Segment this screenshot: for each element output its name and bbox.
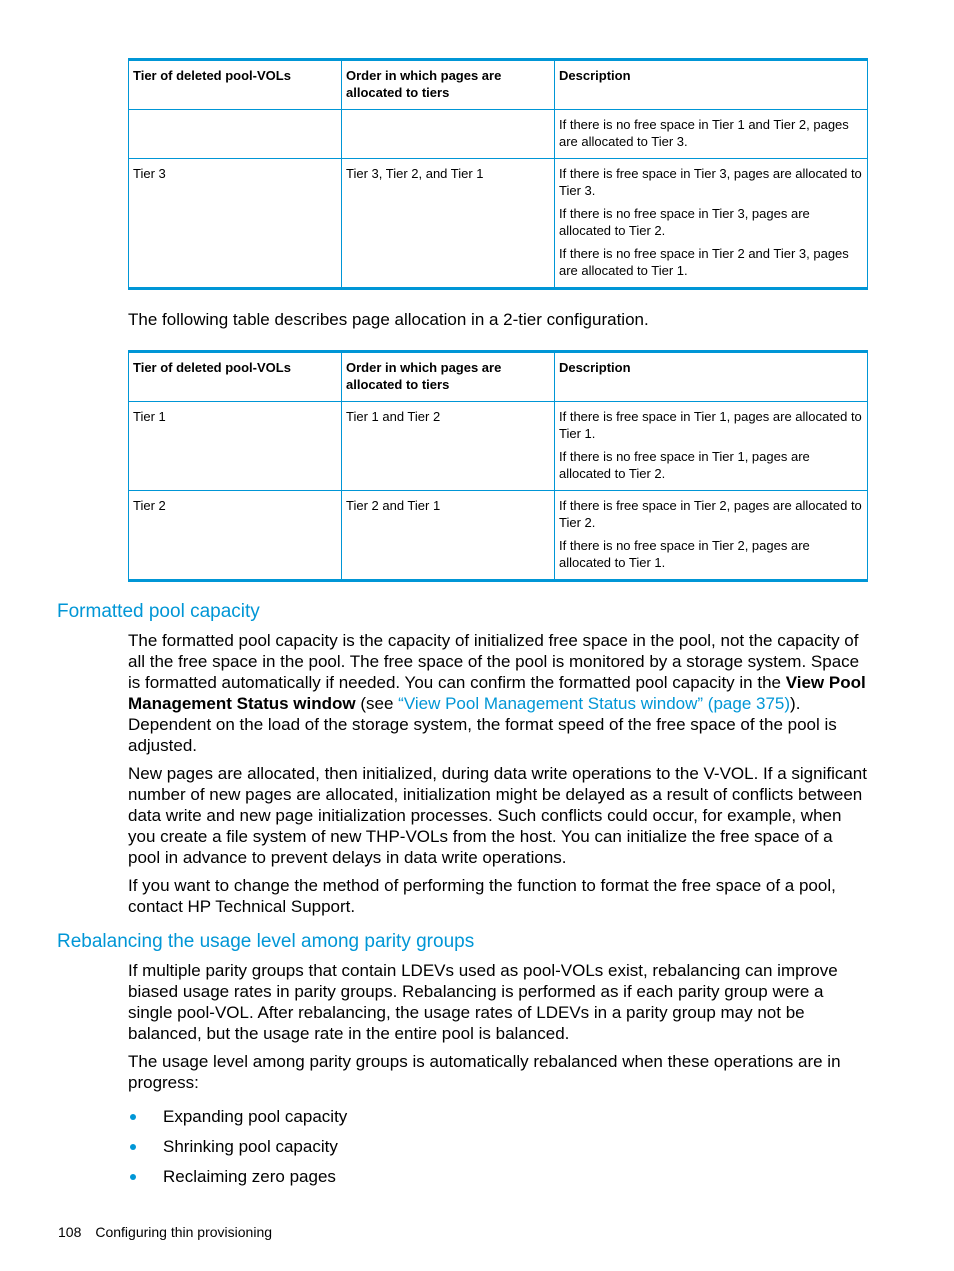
column-header-tier: Tier of deleted pool-VOLs <box>129 60 342 110</box>
table-row <box>129 110 868 159</box>
page-footer <box>58 1223 272 1241</box>
description-line: If there is free space in Tier 3, pages are allocated to Tier 3. <box>559 166 862 198</box>
cell-order: Tier 2 and Tier 1 <box>342 491 555 581</box>
cell-tier <box>129 110 342 159</box>
bullet-icon <box>130 1174 136 1180</box>
cell-description <box>555 159 868 289</box>
cell-description <box>555 402 868 491</box>
table-row <box>129 402 868 491</box>
table-row <box>129 159 868 289</box>
list-item <box>128 1136 868 1166</box>
tier-allocation-table-2tier <box>128 350 868 582</box>
description-line: If there is free space in Tier 2, pages are allocated to Tier 2. <box>559 498 862 530</box>
heading-rebalancing: Rebalancing the usage level among parity groups <box>57 931 475 952</box>
cell-description <box>555 110 868 159</box>
paragraph: If you want to change the method of performing the function to format the free space of a pool, contact HP Technical Support. <box>128 876 836 916</box>
paragraph: The usage level among parity groups is automatically rebalanced when these operations are in progress: <box>128 1052 841 1092</box>
footer-section-title: Configuring thin provisioning <box>95 1224 273 1240</box>
bullet-icon <box>130 1114 136 1120</box>
description-line: If there is no free space in Tier 2, pages are allocated to Tier 1. <box>559 538 810 570</box>
paragraph: New pages are allocated, then initialized, during data write operations to the V-VOL. If a significant number of new pages are allocated, initialization might be delayed as a result of conflicts between data write and new page initialization processes. Such conflicts could occur, for example, when you create a file system of new THP-VOLs from the host. You can initialize the free space of a pool in advance to prevent delays in data write operations. <box>128 764 867 867</box>
text-run: ). Dependent on the load of the storage system, the format speed of the free space of the pool is adjusted. <box>128 694 837 755</box>
cell-tier: Tier 2 <box>129 491 342 581</box>
list-item <box>128 1106 868 1136</box>
column-header-tier: Tier of deleted pool-VOLs <box>129 352 342 402</box>
column-header-order: Order in which pages are allocated to tiers <box>342 60 555 110</box>
tier-allocation-table-3tier <box>128 58 868 290</box>
bullet-icon <box>130 1144 136 1150</box>
column-header-order: Order in which pages are allocated to tiers <box>342 352 555 402</box>
text-run: The formatted pool capacity is the capacity of initialized free space in the pool, not the capacity of all the free space in the pool. The free space of the pool is monitored by a storage system. Space is formatted automatically if needed. You can confirm the formatted pool capacity in the <box>128 631 860 692</box>
description-line: If there is no free space in Tier 1 and Tier 2, pages are allocated to Tier 3. <box>559 117 849 149</box>
bullet-list <box>128 1106 868 1196</box>
description-line: If there is free space in Tier 1, pages are allocated to Tier 1. <box>559 409 862 441</box>
cell-order <box>342 110 555 159</box>
table-row <box>129 491 868 581</box>
section-formatted-pool-capacity <box>128 630 868 924</box>
table-header-row <box>129 352 868 402</box>
paragraph <box>128 630 868 756</box>
paragraph: If multiple parity groups that contain LDEVs used as pool-VOLs exist, rebalancing can improve biased usage rates in parity groups. Rebalancing is performed as if each parity group were a single pool-VOL. After rebalancing, the usage rates of LDEVs in a parity group may not be balanced, but the usage rate in the entire pool is balanced. <box>128 961 838 1043</box>
cell-order: Tier 1 and Tier 2 <box>342 402 555 491</box>
cell-description <box>555 491 868 581</box>
table-header-row <box>129 60 868 110</box>
column-header-description: Description <box>555 352 868 402</box>
cell-tier: Tier 3 <box>129 159 342 289</box>
heading-formatted-pool-capacity: Formatted pool capacity <box>57 601 260 622</box>
column-header-description: Description <box>555 60 868 110</box>
cell-order: Tier 3, Tier 2, and Tier 1 <box>342 159 555 289</box>
list-item-text: Expanding pool capacity <box>163 1107 348 1126</box>
list-item-text: Shrinking pool capacity <box>163 1137 338 1156</box>
intro-2tier-text: The following table describes page allocation in a 2-tier configuration. <box>128 310 649 329</box>
cross-reference-link[interactable]: “View Pool Management Status window” (page 375) <box>398 694 791 713</box>
list-item-text: Reclaiming zero pages <box>163 1167 336 1186</box>
text-run: (see <box>355 694 399 713</box>
cell-tier: Tier 1 <box>129 402 342 491</box>
description-line: If there is no free space in Tier 1, pages are allocated to Tier 2. <box>559 449 810 481</box>
description-line: If there is no free space in Tier 3, pages are allocated to Tier 2. <box>559 206 810 238</box>
page-number: 108 <box>58 1224 82 1240</box>
description-line: If there is no free space in Tier 2 and Tier 3, pages are allocated to Tier 1. <box>559 246 849 278</box>
section-rebalancing <box>128 960 868 1196</box>
ui-reference-bold: View Pool Management Status window <box>128 673 866 713</box>
list-item <box>128 1166 868 1196</box>
